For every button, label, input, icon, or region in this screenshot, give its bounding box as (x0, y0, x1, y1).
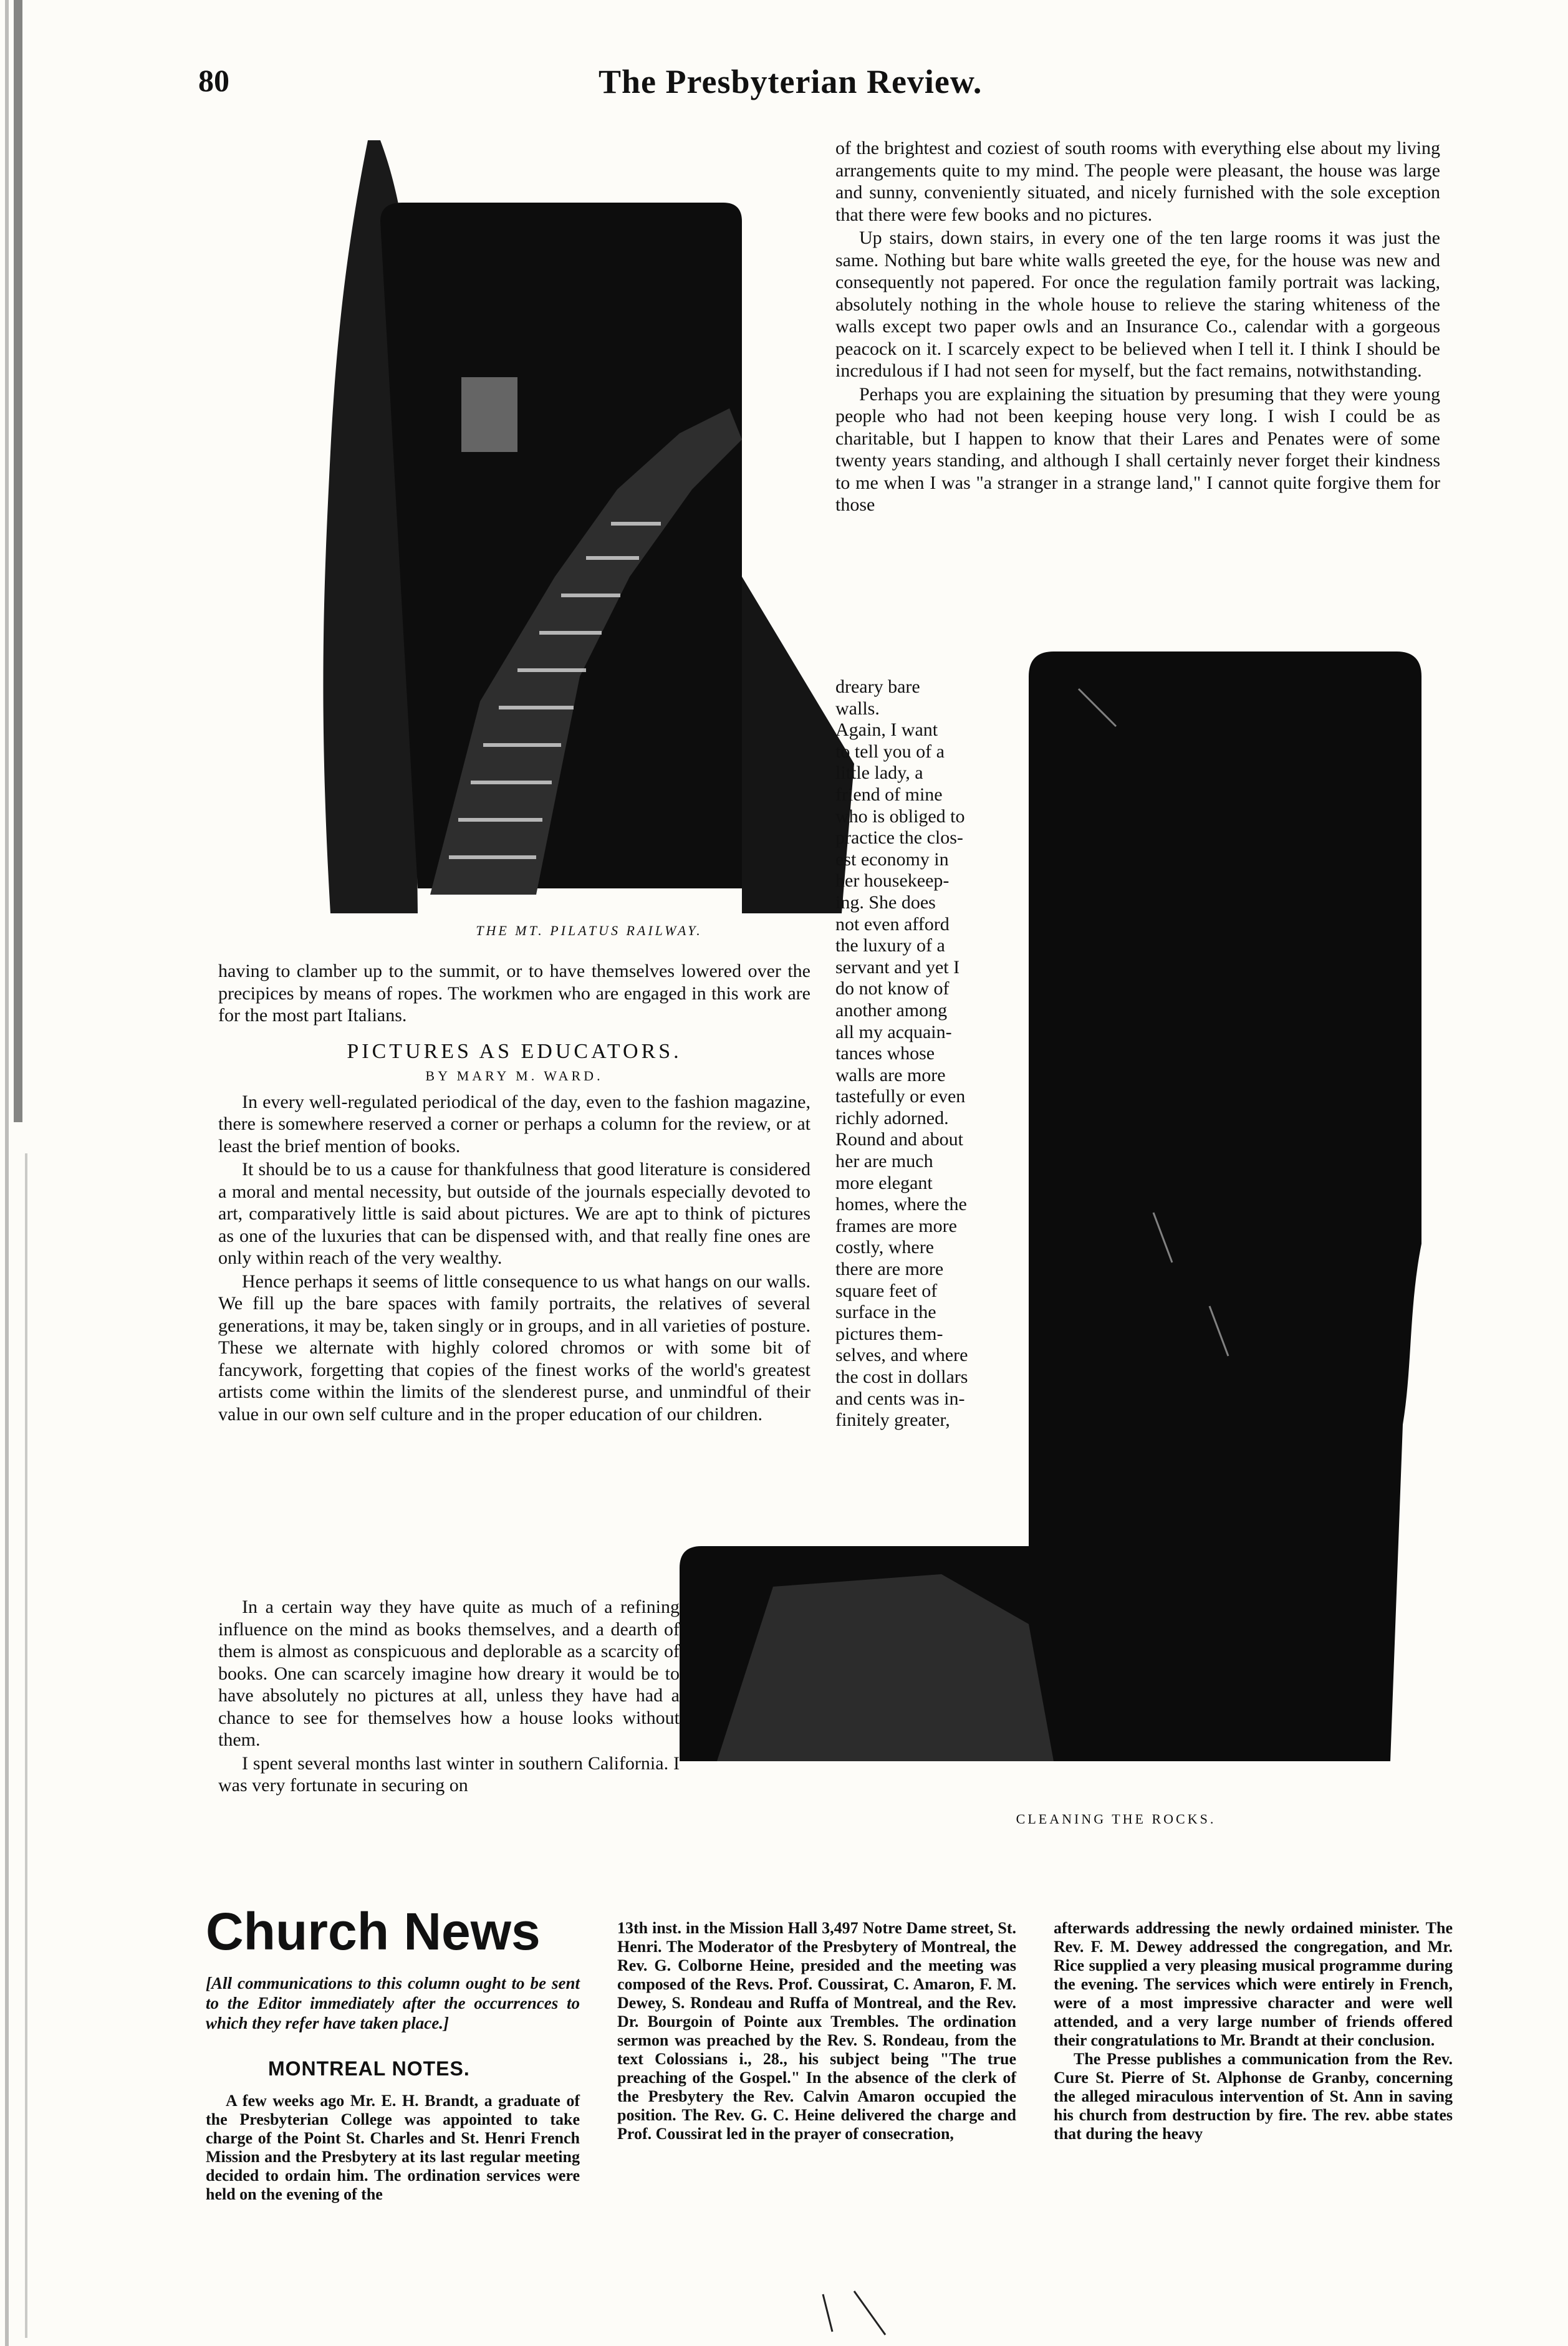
news-paragraph: afterwards addressing the newly ordained minister. The Rev. F. M. Dewey addressed the congregation, and Mr. Rice supplied a very pleasing musical programme during the evening. The services which were entirely in French, were of a most impressive character and were well attended, and a very large number of friends offered their congratulations to Mr. Brandt at their conclusion. (1054, 1919, 1453, 2049)
narrow-line: servant and yet I (835, 956, 960, 978)
narrow-line: richly adorned. (835, 1107, 949, 1128)
narrow-line: there are more (835, 1259, 944, 1280)
narrow-line: practice the clos- (835, 827, 963, 849)
article-paragraph: of the brightest and coziest of south rooms with everything else about my living arrangements quite to my mind. The people were pleasant, the house was large and sunny, conveniently situated, and nicely furnished with the sole exception that there were few books and no pictures. (835, 138, 1440, 225)
article-paragraph: I spent several months last winter in southern California. I was very fortunate in securing on (218, 1752, 680, 1796)
article-byline: BY MARY M. WARD. (425, 1068, 604, 1084)
article-paragraph: In every well-regulated periodical of the day, even to the fashion magazine, there is somewhere reserved a corner or perhaps a column for the review, or at least the brief mention of books. (218, 1091, 810, 1156)
narrow-line: selves, and where (835, 1345, 968, 1366)
narrow-line: all my acquain- (835, 1021, 952, 1042)
narrow-line: another among (835, 999, 948, 1021)
narrow-line: not even afford (835, 913, 950, 935)
narrow-line: ing. She does (835, 892, 936, 913)
running-title: The Presbyterian Review. (599, 63, 983, 100)
church-news-column-1 (206, 2092, 580, 2204)
narrow-line: surface in the (835, 1302, 936, 1323)
narrow-line: more elegant (835, 1172, 933, 1193)
article-paragraph: In a certain way they have quite as much of a refining influence on the mind as books themselves, and a dearth of them is almost as conspicuous and deplorable as a scarcity of books. One can scarcely imagine how dreary it would be to have absolutely no pictures at all, unless they have had a chance to see for themselves how a house looks without them. (218, 1597, 680, 1750)
narrow-line: tances whose (835, 1043, 935, 1064)
narrow-line: est economy in (835, 849, 949, 870)
narrow-line: do not know of (835, 978, 950, 999)
rocks-caption: CLEANING THE ROCKS. (1016, 1811, 1216, 1827)
narrow-line: finitely greater, (835, 1410, 950, 1431)
church-news-note: [All communications to this column ought to be sent to the Editor immediately after the occurrences to which they refer have taken place.] (206, 1974, 580, 2032)
news-paragraph: A few weeks ago Mr. E. H. Brandt, a graduate of the Presbyterian College was appointed to take charge of the Point St. Charles and St. Henri French Mission and the Presbytery at its last regular meeting decided to ordain him. The ordination services were held on the evening of the (206, 2092, 580, 2203)
narrow-line: who is obliged to (835, 805, 965, 827)
narrow-line: tastefully or even (835, 1086, 966, 1107)
left-column-narrow (218, 1596, 680, 1798)
article-paragraph: It should be to us a cause for thankfulness that good literature is considered a moral and mental necessity, but outside of the journals especially devoted to art, comparatively little is said about pictures. We are apt to think of pictures as one of the luxuries that can be dispensed with, and that really fine ones are only within reach of the very wealthy. (218, 1159, 810, 1268)
scan-mark (810, 2288, 898, 2338)
narrow-line: frames are more (835, 1215, 957, 1236)
pilatus-caption: THE MT. PILATUS RAILWAY. (476, 923, 703, 938)
church-news-column-2 (617, 1919, 1016, 2143)
narrow-line: homes, where the (835, 1194, 967, 1215)
margin-binding-strip (0, 0, 44, 2346)
article-paragraph: Hence perhaps it seems of little consequence to us what hangs on our walls. We fill up the bare spaces with family portraits, the relatives of several generations, it may be, taken singly or in groups, and in all varieties of posture. These we alternate with highly colored chromos or with some bit of fancywork, forgetting that copies of the finest works of the world's greatest artists come within the limits of the slenderest purse, and unmindful of their value in our own self culture and in the proper education of our children. (218, 1271, 810, 1425)
page-number: 80 (198, 63, 229, 98)
narrow-line: her are much (835, 1151, 933, 1172)
narrow-line: the cost in dollars (835, 1367, 968, 1387)
narrow-line: friend of mine (835, 784, 943, 805)
narrow-line: and cents was in- (835, 1388, 965, 1409)
narrow-line: Again, I want (835, 719, 938, 741)
narrow-line: square feet of (835, 1280, 938, 1301)
cleaning-rocks-illustration (680, 651, 1453, 1796)
article-title: PICTURES AS EDUCATORS. (347, 1039, 682, 1063)
montreal-notes-heading: MONTREAL NOTES. (268, 2057, 470, 2080)
narrow-line: dreary bare (835, 676, 920, 697)
narrow-line: Round and about (835, 1129, 963, 1150)
news-paragraph: The Presse publishes a communication from the Rev. Cure St. Pierre of St. Alphonse de Granby, concerning the alleged miraculous intervention of St. Ann in saving his church from destruction by fire. The rev. abbe states that during the heavy (1054, 2050, 1453, 2143)
narrow-line: walls. (835, 698, 880, 719)
church-news-column-3 (1054, 1919, 1453, 2143)
continuation-paragraph: having to clamber up to the summit, or to have themselves lowered over the precipices by means of ropes. The workmen who are engaged in this work are for the most part Italians. (218, 961, 810, 1026)
right-column (835, 137, 1440, 517)
church-news-title: Church News (206, 1902, 541, 1961)
narrow-line: walls are more (835, 1064, 946, 1085)
narrow-line: little lady, a (835, 762, 923, 784)
page-header (0, 62, 1568, 112)
article-paragraph: Perhaps you are explaining the situation by presuming that they were young people who had not been keeping house very long. I wish I could be as charitable, but I happen to know that their Lares and Penates were of some twenty years standing, and although I shall certainly never forget their kindness to me when I was "a stranger in a strange land," I cannot quite forgive them for those (835, 383, 1440, 515)
news-paragraph: 13th inst. in the Mission Hall 3,497 Notre Dame street, St. Henri. The Moderator of the Presbytery of Montreal, the Rev. G. Colborne Heine, presided and the meeting was composed of the Revs. Prof. Coussirat, C. Amaron, F. M. Dewey, S. Rondeau and Ruffa of Montreal, and the Rev. Dr. Bourgoin of Pointe aux Trembles. The ordination sermon was preached by the Rev. S. Rondeau, from the text Colossians i., 28., his subject being "The true preaching of the Gospel." In the absence of the clerk of the Presbytery the Rev. Calvin Amaron occupied the position. The Rev. G. C. Heine delivered the charge and Prof. Coussirat led in the prayer of consecration, (617, 1919, 1016, 2143)
narrow-line: her housekeep- (835, 870, 950, 892)
narrow-line: pictures them- (835, 1323, 943, 1344)
article-paragraph: Up stairs, down stairs, in every one of the ten large rooms it was just the same. Nothing but bare white walls greeted the eye, for the house was new and consequently not papered. For once the regulation family portrait was lacking, absolutely nothing in the whole house to relieve the staring whiteness of the walls except two paper owls and an Insurance Co., calendar with a gorgeous peacock on it. I scarcely expect to be believed when I tell it. I think I should be incredulous if I had not seen for myself, but the fact remains, notwithstanding. (835, 228, 1440, 381)
narrow-line: the luxury of a (835, 935, 945, 956)
narrow-line: to tell you of a (835, 741, 945, 762)
narrow-line: costly, where (835, 1237, 934, 1258)
